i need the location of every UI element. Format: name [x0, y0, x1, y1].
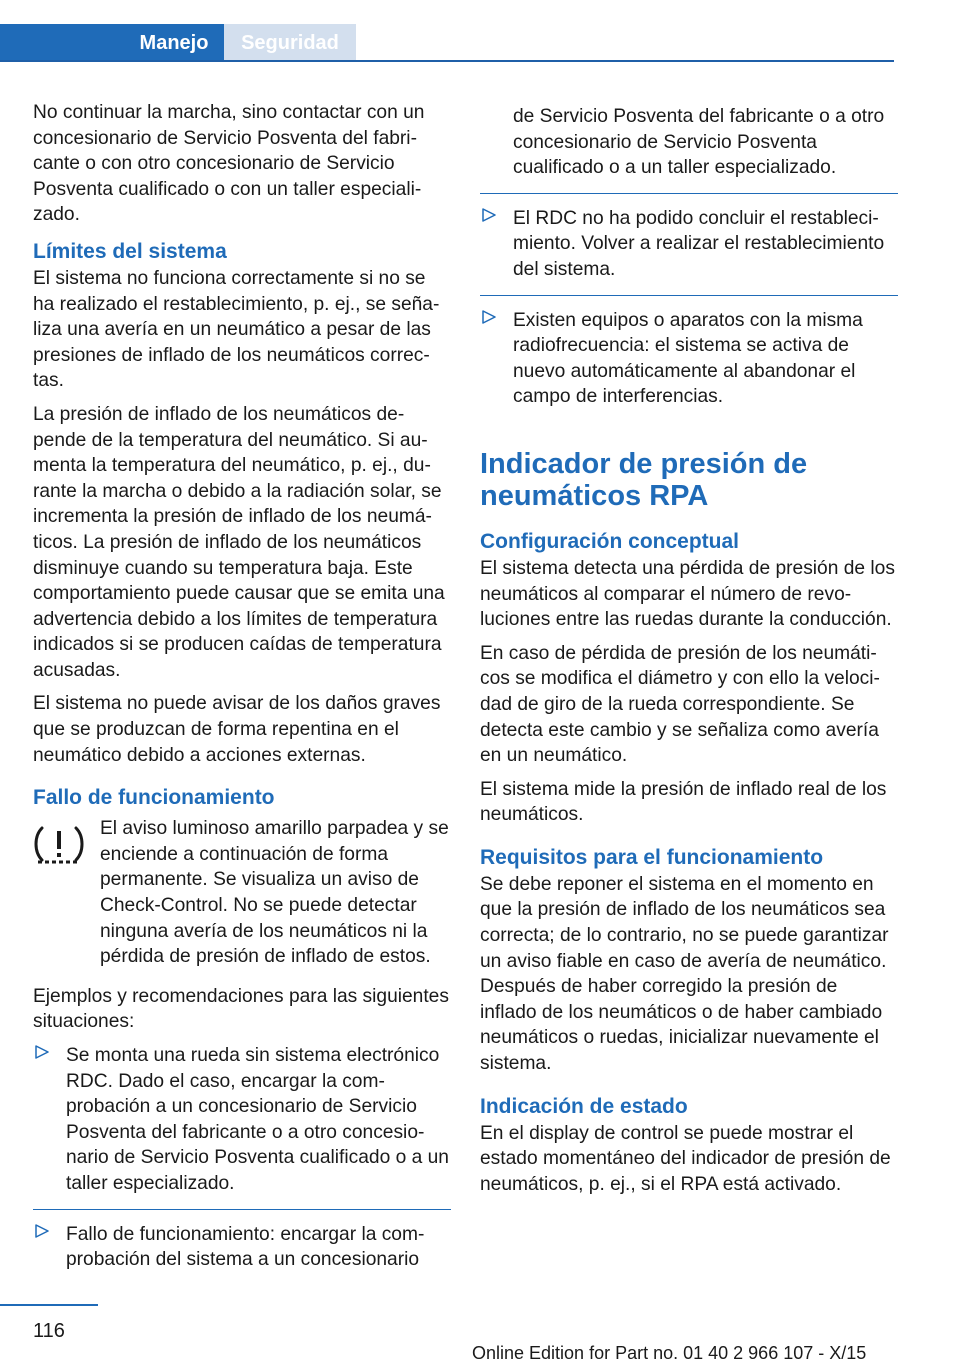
right-column: [480, 104, 898, 1205]
list-item-continuation: de Servicio Posventa del fabricante o a otro concesionario de Servicio Posventa cualificado o a un taller especializado.: [513, 106, 885, 179]
list-item: [480, 308, 898, 410]
paragraph: El sistema no puede avisar de los daños graves que se produzcan de forma repentina en el neumático debido a acciones externas.: [33, 693, 441, 766]
tire-pressure-warning-icon: [33, 822, 85, 866]
triangle-bullet-icon: [482, 208, 496, 222]
tab-seguridad: Seguridad: [224, 24, 356, 62]
list-divider: [33, 1209, 451, 1210]
paragraph: La presión de inflado de los neumáticos depende de la temperatura del neumático. Si aumenta la temperatura del neumático, p. ej., durante la marcha o debido a la radiación solar, se incrementa la presión de inflado de los neumáticos. La presión de inflado de los neumáticos disminuye cuando su temperatura baja. Este comportamiento puede causar que se emita una advertencia debido a los límites de temperatura indicados si se producen caídas de temperatura acusadas.: [33, 403, 445, 681]
paragraph: El sistema mide la presión de inflado real de los neumáticos.: [480, 778, 887, 826]
heading-limites: Límites del sistema: [33, 239, 227, 263]
footer-edition: Online Edition for Part no. 01 40 2 966 107 - X/15: [472, 1343, 867, 1362]
header-accent-block: [0, 24, 124, 62]
paragraph: En el display de control se puede mostrar el estado momentáneo del indicador de presión de neumáticos, p. ej., si el RPA está activado.: [480, 1122, 891, 1195]
paragraph: Ejemplos y recomendaciones para las siguientes situaciones:: [33, 985, 449, 1033]
footer-rule: [0, 1304, 98, 1306]
tab-manejo: Manejo: [124, 24, 224, 62]
warning-block: [33, 816, 451, 970]
paragraph: En caso de pérdida de presión de los neumáticos se modifica el diámetro y con ello la velocidad de giro de la rueda correspondiente. Se detecta este cambio y se señaliza como avería en un neumático.: [480, 642, 880, 767]
header-rule: [0, 60, 894, 62]
list-divider: [480, 193, 898, 194]
list-item-text: Fallo de funcionamiento: encargar la comprobación del sistema a un concesionario: [66, 1223, 425, 1271]
paragraph: El sistema detecta una pérdida de presión de los neumáticos al comparar el número de revoluciones entre las ruedas durante la conducción.: [480, 557, 895, 631]
heading-requisitos: Requisitos para el funcionamiento: [480, 845, 824, 869]
heading-indicador: Indicador de presión de neumáticos RPA: [480, 447, 808, 512]
list-item: [33, 1043, 451, 1197]
list-item-text: Existen equipos o aparatos con la misma radiofrecuencia: el sistema se activa de nuevo automáticamente al abandonar el campo de interferencias.: [513, 309, 863, 408]
heading-config: Configuración conceptual: [480, 529, 740, 553]
list-divider: [480, 295, 898, 296]
paragraph: El sistema no funciona correctamente si no se ha realizado el restablecimiento, p. ej., se señaliza una avería en un neumático a pesar de las presiones de inflado de los neumáticos correctas.: [33, 267, 440, 392]
heading-indicacion: Indicación de estado: [480, 1094, 688, 1118]
page-number: 116: [33, 1320, 65, 1342]
triangle-bullet-icon: [482, 310, 496, 324]
triangle-bullet-icon: [35, 1224, 49, 1238]
page-header: [0, 24, 960, 64]
list-item: [33, 1222, 451, 1273]
heading-fallo: Fallo de funcionamiento: [33, 786, 275, 810]
list-item: [480, 206, 898, 283]
triangle-bullet-icon: [35, 1045, 49, 1059]
left-column: [33, 100, 451, 1285]
warning-text: El aviso luminoso amarillo parpadea y se enciende a continuación de forma permanente. Se visualiza un aviso de Check-Control. No se puede detectar ninguna avería de los neumáticos ni la pérdida de presión de inflado de estos.: [100, 818, 449, 968]
list-item-text: El RDC no ha podido concluir el restablecimiento. Volver a realizar el restablecimiento del sistema.: [513, 207, 885, 280]
paragraph: Se debe reponer el sistema en el momento en que la presión de inflado de los neumáticos sea correcta; de lo contrario, no se puede garantizar un aviso fiable en caso de avería de neumático. Después de haber corregido la presión de inflado de los neumáticos o de haber cambiado neumáticos o ruedas, inicializar nuevamente el sistema.: [480, 873, 889, 1075]
list-item-text: Se monta una rueda sin sistema electrónico RDC. Dado el caso, encargar la comprobación a un concesionario de Servicio Posventa del fabricante o a otro concesionario de Servicio Posventa cualificado o a un taller especializado.: [66, 1045, 449, 1194]
paragraph: No continuar la marcha, sino contactar con un concesionario de Servicio Posventa del fabricante o con otro concesionario de Servicio Posventa cualificado o con un taller especializado.: [33, 102, 425, 226]
